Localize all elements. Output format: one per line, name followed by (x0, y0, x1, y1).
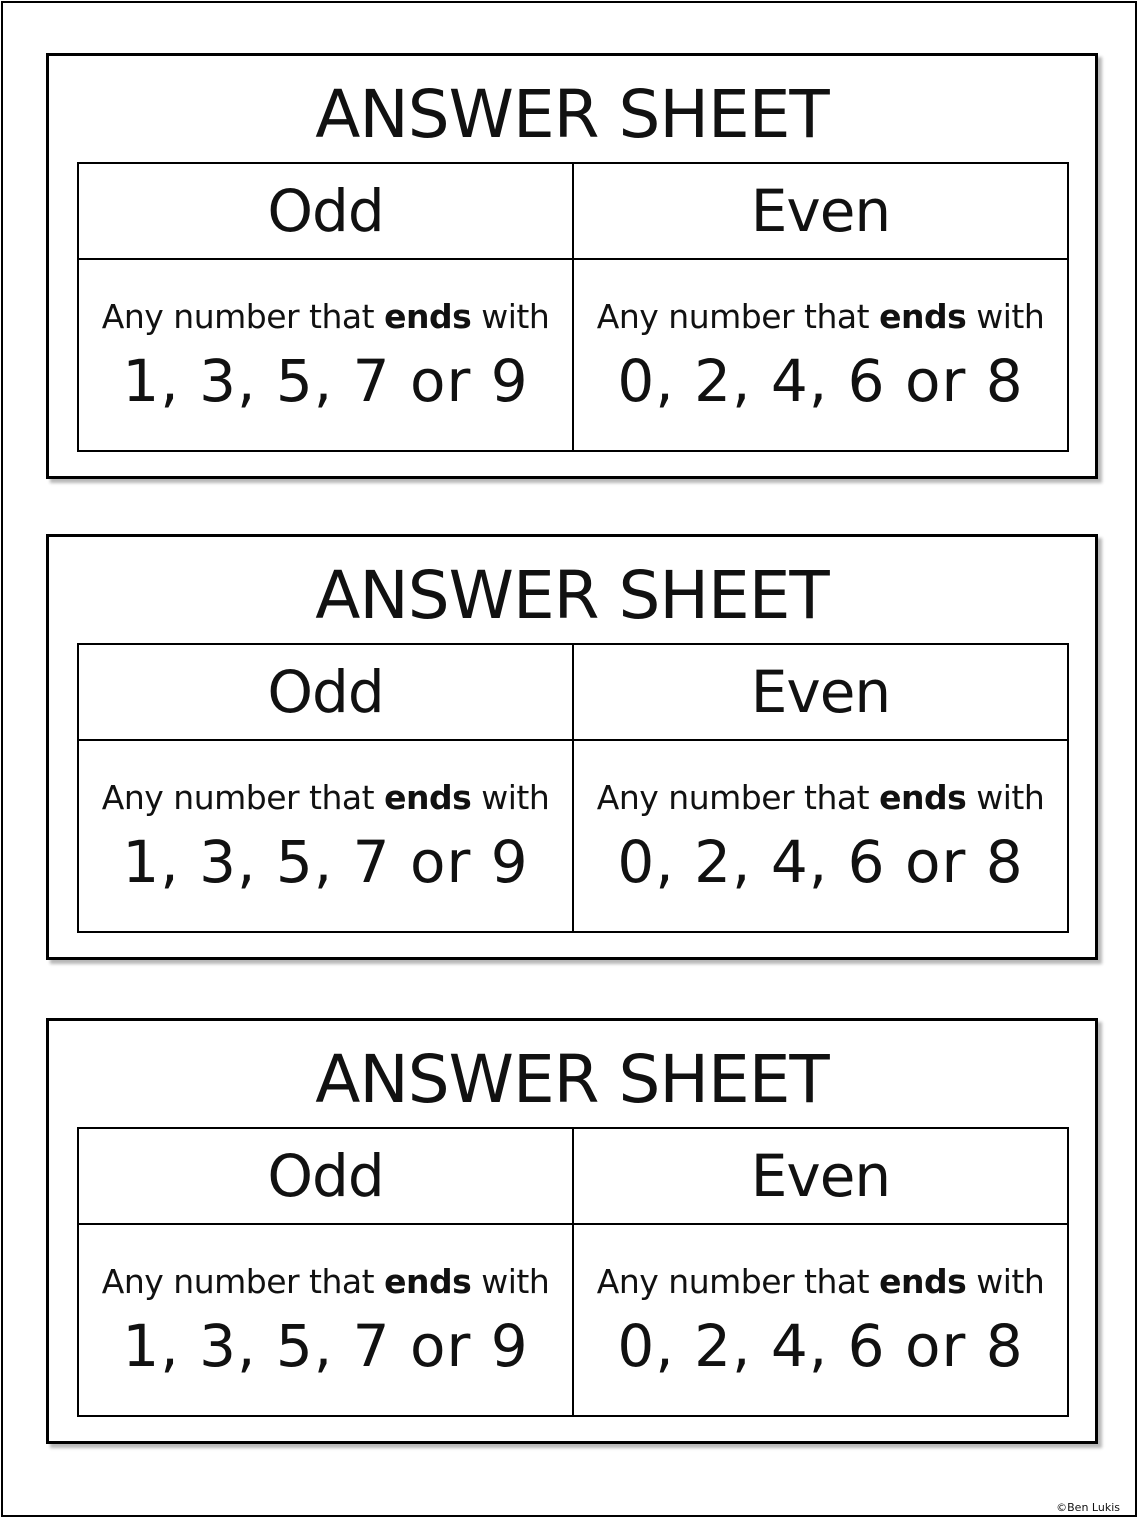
odd-digits: 1, 3, 5, 7 or 9 (122, 1312, 529, 1380)
card-title: ANSWER SHEET (315, 76, 829, 153)
answer-sheet-card (46, 53, 1098, 479)
even-digits: 0, 2, 4, 6 or 8 (617, 347, 1024, 415)
odd-rule-cell (78, 740, 573, 932)
rule-prefix: Any number that (596, 1262, 870, 1301)
rule-bold-word: ends (879, 778, 967, 817)
odd-header: Odd (78, 644, 573, 740)
even-rule-text (574, 777, 1067, 819)
rule-bold-word: ends (879, 1262, 967, 1301)
odd-even-table (77, 643, 1069, 933)
even-header: Even (573, 163, 1068, 259)
even-header: Even (573, 644, 1068, 740)
rule-prefix: Any number that (596, 778, 870, 817)
even-header: Even (573, 1128, 1068, 1224)
even-rule-cell (573, 259, 1068, 451)
answer-sheet-card (46, 534, 1098, 960)
rule-suffix: with (481, 778, 550, 817)
rule-bold-word: ends (879, 297, 967, 336)
card-title: ANSWER SHEET (315, 1041, 829, 1118)
odd-even-table (77, 1127, 1069, 1417)
copyright-notice: ©Ben Lukis (1056, 1501, 1120, 1514)
odd-even-table (77, 162, 1069, 452)
rule-prefix: Any number that (101, 778, 375, 817)
rule-prefix: Any number that (101, 1262, 375, 1301)
odd-header: Odd (78, 163, 573, 259)
rule-suffix: with (976, 297, 1045, 336)
even-rule-text (574, 296, 1067, 338)
rule-bold-word: ends (384, 297, 472, 336)
rule-suffix: with (481, 1262, 550, 1301)
odd-rule-text (79, 777, 572, 819)
rule-prefix: Any number that (101, 297, 375, 336)
odd-rule-cell (78, 1224, 573, 1416)
even-rule-cell (573, 740, 1068, 932)
answer-sheet-card (46, 1018, 1098, 1444)
even-digits: 0, 2, 4, 6 or 8 (617, 1312, 1024, 1380)
odd-rule-cell (78, 259, 573, 451)
odd-rule-text (79, 296, 572, 338)
even-rule-cell (573, 1224, 1068, 1416)
odd-digits: 1, 3, 5, 7 or 9 (122, 828, 529, 896)
rule-prefix: Any number that (596, 297, 870, 336)
odd-rule-text (79, 1261, 572, 1303)
odd-digits: 1, 3, 5, 7 or 9 (122, 347, 529, 415)
rule-bold-word: ends (384, 1262, 472, 1301)
rule-suffix: with (976, 778, 1045, 817)
even-digits: 0, 2, 4, 6 or 8 (617, 828, 1024, 896)
odd-header: Odd (78, 1128, 573, 1224)
card-title: ANSWER SHEET (315, 557, 829, 634)
even-rule-text (574, 1261, 1067, 1303)
rule-bold-word: ends (384, 778, 472, 817)
rule-suffix: with (481, 297, 550, 336)
rule-suffix: with (976, 1262, 1045, 1301)
